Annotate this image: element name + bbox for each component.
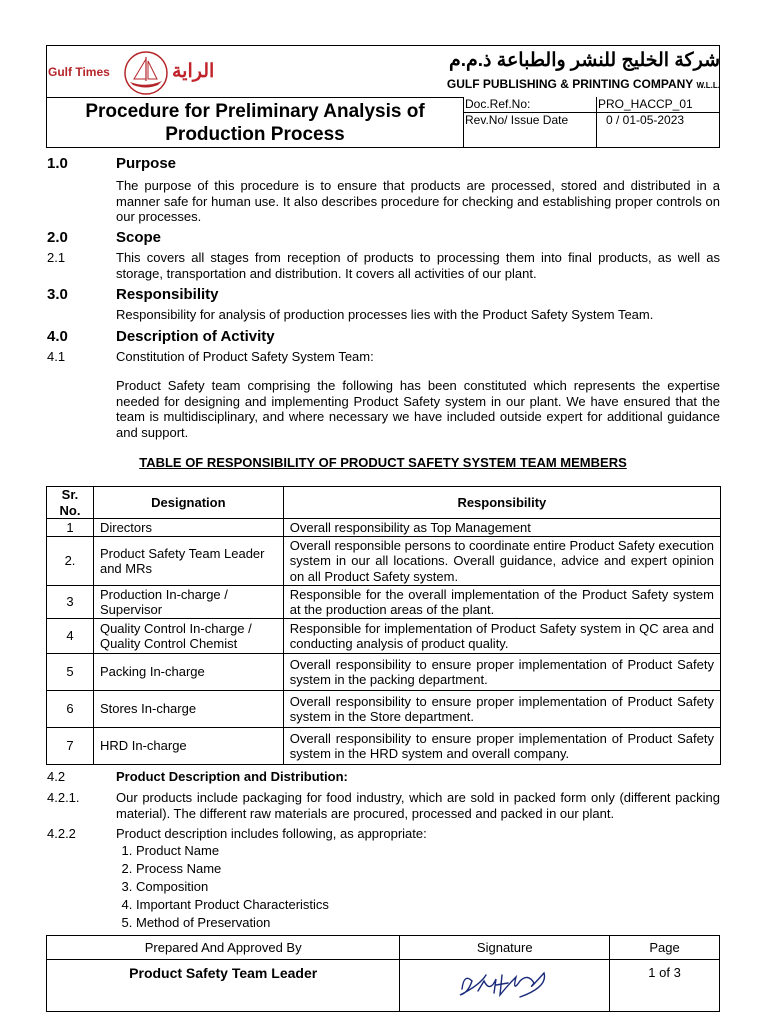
company-name-english: GULF PUBLISHING & PRINTING COMPANY W.L.L. <box>446 77 720 91</box>
team-paragraph: Product Safety team comprising the following has been constituted which represents the expertise needed for designing and implementing Product Safety system in our plant. We have ensured that the team is multidisciplinary, and where necessary we have included outside expert for additional guidance and support. <box>116 378 720 440</box>
table-row <box>47 619 721 654</box>
table-cell: 6 <box>47 691 94 728</box>
table-row <box>47 519 721 537</box>
responsibility-table <box>46 486 721 765</box>
table-cell: Quality Control In-charge / Quality Control Chemist <box>93 619 283 654</box>
page-number: 1 of 3 <box>610 960 720 1012</box>
table-cell: Overall responsibility to ensure proper implementation of Product Safety system in the packing department. <box>283 654 720 691</box>
document-title: Procedure for Preliminary Analysis of Production Process <box>85 101 425 145</box>
subsection-number: 4.2 <box>47 769 66 784</box>
section-title-purpose: Purpose <box>116 155 177 172</box>
table-cell: Directors <box>93 519 283 537</box>
table-cell: Overall responsibility to ensure proper implementation of Product Safety system in the HRD system and overall company. <box>283 728 720 765</box>
subsection-number: 2.1 <box>47 250 66 265</box>
section-number: 3.0 <box>47 286 68 303</box>
signature-image <box>450 963 560 1007</box>
dhow-logo-icon <box>121 51 171 95</box>
header-divider <box>46 97 464 98</box>
subsection-number: 4.1 <box>47 349 66 364</box>
al-raya-wordmark: الراية <box>172 61 215 82</box>
table-cell: Stores In-charge <box>93 691 283 728</box>
rev-label: Rev.No/ Issue Date <box>465 113 569 127</box>
doc-ref-value: PRO_HACCP_01 <box>598 97 693 111</box>
footer-table <box>46 935 720 1012</box>
signature-label: Signature <box>400 936 610 960</box>
scope-paragraph: This covers all stages from reception of products to processing them into final products, as well as storage, transportation and distribution. It covers all activities of our plant. <box>116 250 720 281</box>
gulf-times-wordmark: Gulf Times <box>48 65 110 79</box>
responsibility-paragraph: Responsibility for analysis of production processes lies with the Product Safety System Team. <box>116 307 654 322</box>
table-cell: Overall responsibility as Top Management <box>283 519 720 537</box>
section-title-responsibility: Responsibility <box>116 286 219 303</box>
subsection-number: 4.2.1. <box>47 790 80 805</box>
section-number: 1.0 <box>47 155 68 172</box>
column-header: Designation <box>93 487 283 519</box>
product-description-list <box>116 842 329 932</box>
list-item: 2. Process Name <box>136 860 329 878</box>
rev-value: 0 / 01-05-2023 <box>606 113 685 127</box>
table-cell: HRD In-charge <box>93 728 283 765</box>
table-cell: Responsible for the overall implementation of the Product Safety system at the production areas of the plant. <box>283 586 720 619</box>
table-cell: Product Safety Team Leader and MRs <box>93 537 283 586</box>
doc-ref-label: Doc.Ref.No: <box>465 97 531 111</box>
subsection-number: 4.2.2 <box>47 826 76 841</box>
list-item: 1. Product Name <box>136 842 329 860</box>
description-intro: Product description includes following, as appropriate: <box>116 826 427 841</box>
purpose-paragraph: The purpose of this procedure is to ensure that products are processed, stored and distributed in a manner safe for human use. It also describes procedure for checking and establishing proper controls on our processes. <box>116 178 720 224</box>
column-header: Sr. No. <box>47 487 94 519</box>
prepared-label: Prepared And Approved By <box>47 936 400 960</box>
table-cell: 4 <box>47 619 94 654</box>
section-title-scope: Scope <box>116 229 162 246</box>
table-cell: 7 <box>47 728 94 765</box>
table-cell: Production In-charge / Supervisor <box>93 586 283 619</box>
page-label: Page <box>610 936 720 960</box>
header-divider <box>463 97 464 148</box>
company-name-arabic: شركة الخليج للنشر والطباعة ذ.م.م <box>448 50 720 71</box>
subsection-title: Product Description and Distribution: <box>116 769 348 784</box>
section-number: 4.0 <box>47 328 68 345</box>
signature-cell <box>400 960 610 1012</box>
table-cell: 2. <box>47 537 94 586</box>
header-divider <box>596 97 597 148</box>
prepared-by-value: Product Safety Team Leader <box>47 960 400 1012</box>
table-cell: 3 <box>47 586 94 619</box>
table-row <box>47 728 721 765</box>
table-title: TABLE OF RESPONSIBILITY OF PRODUCT SAFETY SYSTEM TEAM MEMBERS <box>139 455 627 470</box>
products-paragraph: Our products include packaging for food industry, which are sold in packed form only (different packing material). The different raw materials are procured, processed and packed in our plant. <box>116 790 720 821</box>
table-cell: 1 <box>47 519 94 537</box>
table-cell: 5 <box>47 654 94 691</box>
table-row <box>47 654 721 691</box>
table-cell: Responsible for implementation of Product Safety system in QC area and conducting analysis of product quality. <box>283 619 720 654</box>
table-row <box>47 537 721 586</box>
column-header: Responsibility <box>283 487 720 519</box>
list-item: 4. Important Product Characteristics <box>136 896 329 914</box>
list-item: 3. Composition <box>136 878 329 896</box>
subsection-title: Constitution of Product Safety System Team: <box>116 349 374 364</box>
section-number: 2.0 <box>47 229 68 246</box>
section-title-description: Description of Activity <box>116 328 275 345</box>
list-item: 5. Method of Preservation <box>136 914 329 932</box>
table-cell: Overall responsibility to ensure proper implementation of Product Safety system in the Store department. <box>283 691 720 728</box>
table-cell: Overall responsible persons to coordinate entire Product Safety execution system in our all locations. Overall guidance, advice and expert opinion on all Product Safety system. <box>283 537 720 586</box>
table-row <box>47 691 721 728</box>
table-cell: Packing In-charge <box>93 654 283 691</box>
table-row <box>47 586 721 619</box>
